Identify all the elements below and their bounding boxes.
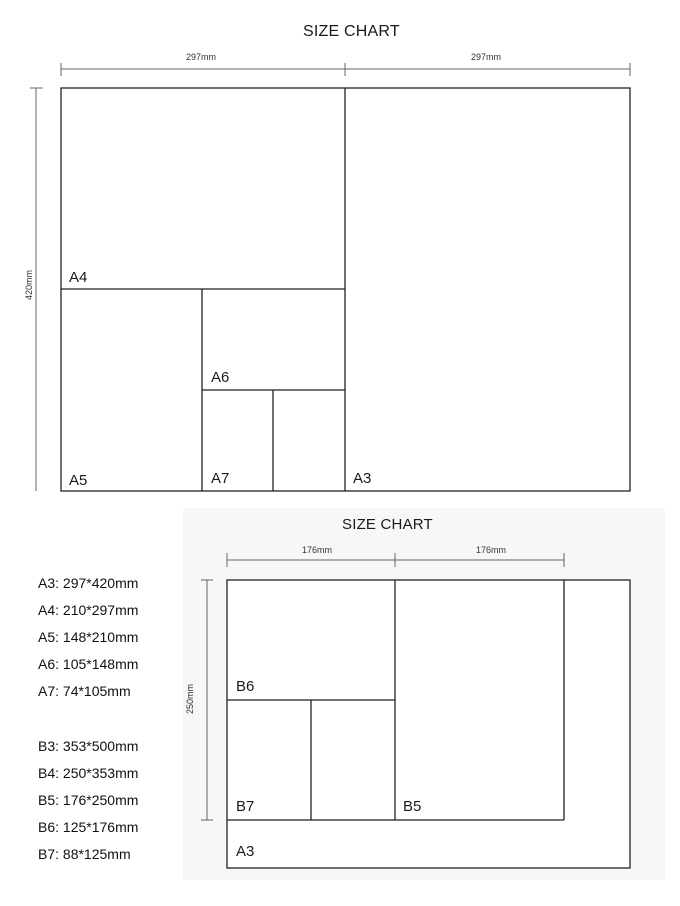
bottom-width-label-right: 176mm	[476, 545, 507, 555]
top-width-label-left: 297mm	[186, 52, 217, 62]
size-list-item: B3: 353*500mm	[38, 738, 139, 754]
size-list-item: A5: 148*210mm	[38, 629, 139, 645]
sheet-label-a3: A3	[353, 470, 372, 487]
bottom-a3-outline	[227, 580, 630, 868]
size-list-item: B7: 88*125mm	[38, 846, 131, 862]
bottom-height-label: 250mm	[185, 684, 195, 715]
sheet-label-b6: B6	[236, 678, 255, 695]
sheet-label-a5: A5	[69, 472, 88, 489]
size-list-item: A3: 297*420mm	[38, 575, 139, 591]
bottom-chart-title: SIZE CHART	[342, 516, 433, 533]
sheet-label-b7: B7	[236, 798, 255, 815]
top-width-label-right: 297mm	[471, 52, 502, 62]
sheet-label-bottom-a3: A3	[236, 843, 255, 860]
size-list-item: B6: 125*176mm	[38, 819, 139, 835]
sheet-label-a6: A6	[211, 369, 230, 386]
sheet-label-a7: A7	[211, 470, 230, 487]
top-chart-title: SIZE CHART	[303, 23, 400, 40]
sheet-label-b5: B5	[403, 798, 422, 815]
size-list-item: A6: 105*148mm	[38, 656, 139, 672]
size-list-item: A4: 210*297mm	[38, 602, 139, 618]
size-list-item: B4: 250*353mm	[38, 765, 139, 781]
sheet-label-a4: A4	[69, 269, 88, 286]
bottom-width-label-left: 176mm	[302, 545, 333, 555]
size-list-item: B5: 176*250mm	[38, 792, 139, 808]
size-list-item: A7: 74*105mm	[38, 683, 131, 699]
top-height-label: 420mm	[24, 270, 34, 301]
